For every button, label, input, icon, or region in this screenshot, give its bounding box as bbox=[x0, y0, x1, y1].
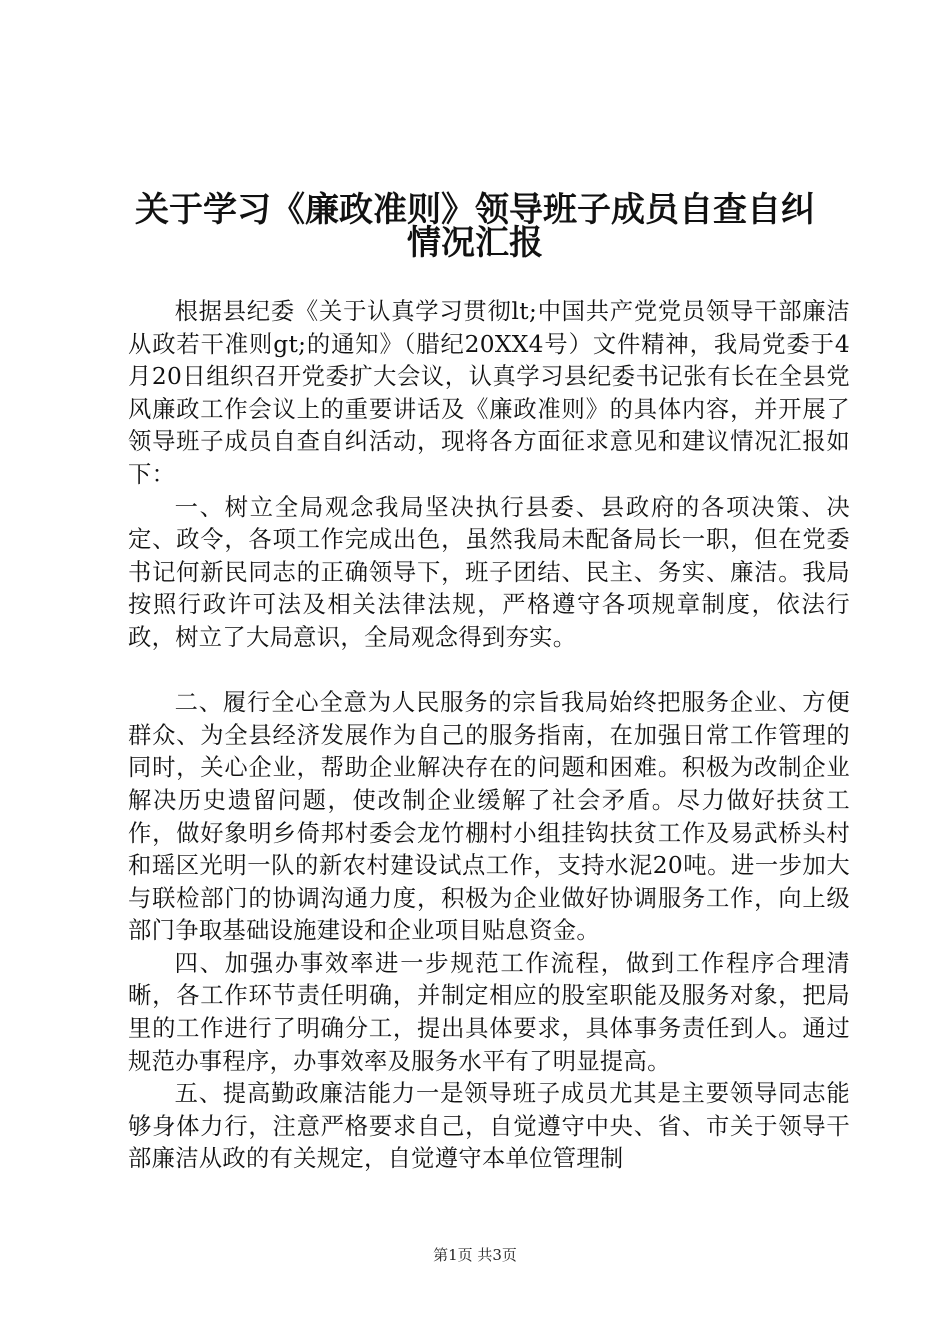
document-body bbox=[128, 296, 850, 1176]
page-number-footer: 第1页 共3页 bbox=[433, 1246, 517, 1264]
document-title-line-2: 情况汇报 bbox=[407, 223, 543, 263]
document-title-line-1: 关于学习《廉政准则》领导班子成员自查自纠 bbox=[135, 190, 815, 230]
paragraph-section-4: 四、加强办事效率进一步规范工作流程，做到工作程序合理清晰，各工作环节责任明确，并制定相应的股室职能及服务对象，把局里的工作进行了明确分工，提出具体要求，具体事务责任到人。通过规范办事程序，办事效率及服务水平有了明显提高。 bbox=[128, 949, 850, 1075]
paragraph-section-1: 一、树立全局观念我局坚决执行县委、县政府的各项决策、决定、政令，各项工作完成出色，虽然我局未配备局长一职，但在党委书记何新民同志的正确领导下，班子团结、民主、务实、廉洁。我局按照行政许可法及相关法律法规，严格遵守各项规章制度，依法行政，树立了大局意识，全局观念得到夯实。 bbox=[128, 493, 850, 651]
paragraph-intro: 根据县纪委《关于认真学习贯彻lt;中国共产党党员领导干部廉洁从政若干准则gt;的通知》（腊纪20XX4号）文件精神，我局党委于4月20日组织召开党委扩大会议，认真学习县纪委书记张有长在全县党风廉政工作会议上的重要讲话及《廉政准则》的具体内容，并开展了领导班子成员自查自纠活动，现将各方面征求意见和建议情况汇报如下： bbox=[128, 298, 850, 488]
paragraph-section-2: 二、履行全心全意为人民服务的宗旨我局始终把服务企业、方便群众、为全县经济发展作为自己的服务指南，在加强日常工作管理的同时，关心企业，帮助企业解决存在的问题和困难。积极为改制企业解决历史遗留问题，使改制企业缓解了社会矛盾。尽力做好扶贫工作，做好象明乡倚邦村委会龙竹棚村小组挂钩扶贫工作及易武桥头村和瑶区光明一队的新农村建设试点工作，支持水泥20吨。进一步加大与联检部门的协调沟通力度，积极为企业做好协调服务工作，向上级部门争取基础设施建设和企业项目贴息资金。 bbox=[128, 689, 850, 945]
paragraph-section-5: 五、提高勤政廉洁能力一是领导班子成员尤其是主要领导同志能够身体力行，注意严格要求自己，自觉遵守中央、省、市关于领导干部廉洁从政的有关规定，自觉遵守本单位管理制 bbox=[128, 1080, 850, 1173]
